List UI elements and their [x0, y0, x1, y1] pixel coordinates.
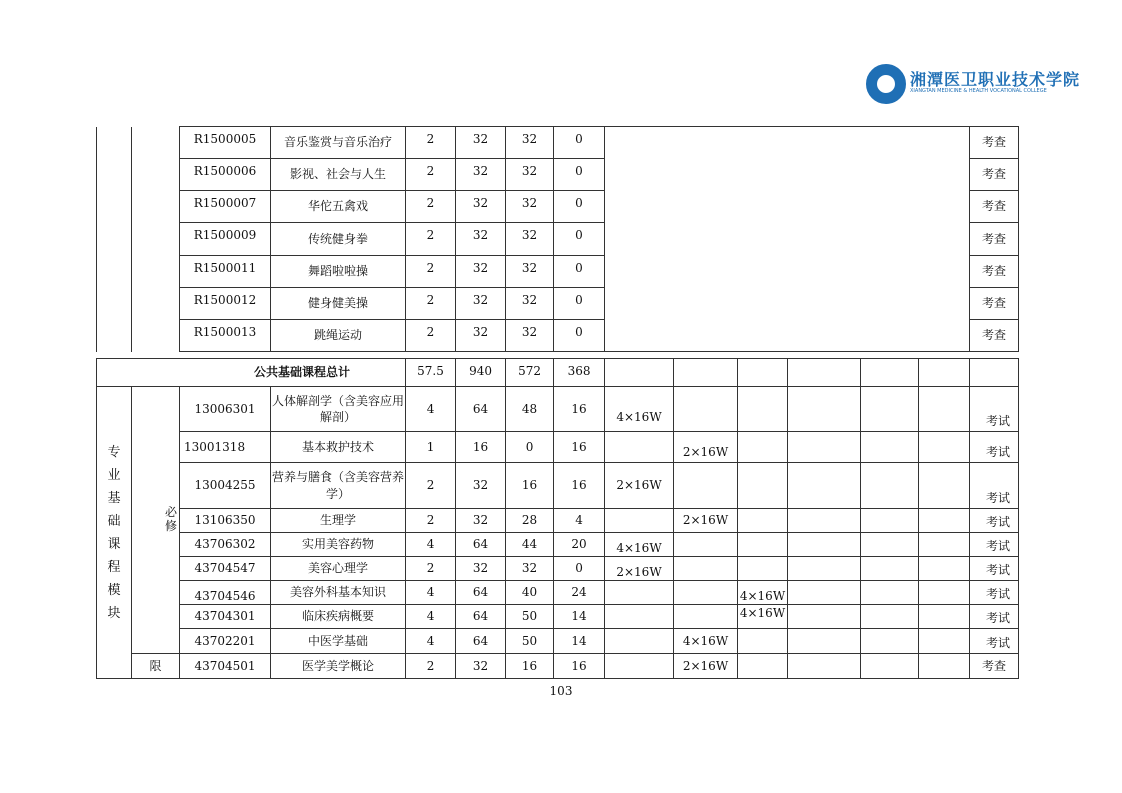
course-name: 人体解剖学（含美容应用解剖） — [271, 387, 406, 432]
semester-3 — [738, 654, 788, 679]
table-row — [97, 509, 1019, 533]
course-name: 音乐鉴赏与音乐治疗 — [271, 127, 406, 159]
exam-type: 考查 — [970, 223, 1019, 256]
course-hours: 32 — [456, 654, 506, 679]
semester-2 — [674, 463, 738, 509]
course-code: 43704547 — [180, 557, 271, 581]
course-code: 13006301 — [180, 387, 271, 432]
course-practice-hours: 14 — [554, 605, 605, 629]
semester-1 — [605, 581, 674, 605]
module-label: 专业基础课程模块 — [107, 444, 121, 621]
total-hours: 940 — [456, 359, 506, 387]
semester-3: 4×16W — [738, 605, 788, 629]
course-credits: 2 — [406, 159, 456, 191]
college-logo — [866, 64, 1081, 104]
total-theory-hours: 572 — [506, 359, 554, 387]
course-theory-hours: 32 — [506, 288, 554, 320]
course-credits: 4 — [406, 581, 456, 605]
course-practice-hours: 0 — [554, 223, 605, 256]
course-theory-hours: 44 — [506, 533, 554, 557]
course-practice-hours: 0 — [554, 320, 605, 352]
course-name: 临床疾病概要 — [271, 605, 406, 629]
exam-type: 考查 — [970, 159, 1019, 191]
exam-type: 考试 — [970, 463, 1019, 509]
course-credits: 2 — [406, 288, 456, 320]
course-name: 中医学基础 — [271, 629, 406, 654]
semester-2 — [674, 533, 738, 557]
course-credits: 2 — [406, 463, 456, 509]
table-row — [97, 581, 1019, 605]
exam-type: 考试 — [970, 432, 1019, 463]
professional-course-table — [96, 358, 1019, 679]
course-practice-hours: 0 — [554, 256, 605, 288]
exam-type: 考查 — [970, 654, 1019, 679]
course-name: 健身健美操 — [271, 288, 406, 320]
module-label-cell — [97, 387, 132, 679]
semester-3 — [738, 432, 788, 463]
course-code: R1500007 — [180, 191, 271, 223]
semester-3 — [738, 557, 788, 581]
table-row — [97, 432, 1019, 463]
table-row — [97, 463, 1019, 509]
course-credits: 2 — [406, 654, 456, 679]
course-name: 华佗五禽戏 — [271, 191, 406, 223]
table-row — [97, 557, 1019, 581]
course-hours: 32 — [456, 223, 506, 256]
table-row — [97, 387, 1019, 432]
course-theory-hours: 50 — [506, 605, 554, 629]
course-theory-hours: 28 — [506, 509, 554, 533]
exam-type: 考试 — [970, 605, 1019, 629]
course-theory-hours: 16 — [506, 463, 554, 509]
course-name: 营养与膳食（含美容营养学） — [271, 463, 406, 509]
course-hours: 16 — [456, 432, 506, 463]
total-row — [97, 359, 1019, 387]
course-code: R1500011 — [180, 256, 271, 288]
category-cell — [132, 127, 180, 352]
course-name: 医学美学概论 — [271, 654, 406, 679]
semester-3 — [738, 629, 788, 654]
semester-2: 2×16W — [674, 432, 738, 463]
page-number: 103 — [549, 684, 573, 698]
semester-1 — [605, 509, 674, 533]
course-hours: 32 — [456, 557, 506, 581]
course-practice-hours: 0 — [554, 557, 605, 581]
course-theory-hours: 32 — [506, 320, 554, 352]
course-practice-hours: 14 — [554, 629, 605, 654]
course-practice-hours: 20 — [554, 533, 605, 557]
course-code: R1500009 — [180, 223, 271, 256]
course-name: 基本救护技术 — [271, 432, 406, 463]
course-code: 13004255 — [180, 463, 271, 509]
course-code: 43704501 — [180, 654, 271, 679]
course-credits: 4 — [406, 605, 456, 629]
course-hours: 64 — [456, 605, 506, 629]
semester-3 — [738, 533, 788, 557]
course-hours: 32 — [456, 191, 506, 223]
semester-1 — [605, 605, 674, 629]
exam-type: 考查 — [970, 256, 1019, 288]
course-code: 43702201 — [180, 629, 271, 654]
course-credits: 2 — [406, 127, 456, 159]
exam-type: 考试 — [970, 557, 1019, 581]
course-name: 美容外科基本知识 — [271, 581, 406, 605]
semester-schedule-merged-cell — [605, 127, 970, 352]
course-hours: 64 — [456, 581, 506, 605]
exam-type: 考查 — [970, 320, 1019, 352]
semester-3 — [738, 463, 788, 509]
course-theory-hours: 16 — [506, 654, 554, 679]
course-credits: 1 — [406, 432, 456, 463]
course-credits: 4 — [406, 533, 456, 557]
semester-2 — [674, 387, 738, 432]
course-practice-hours: 16 — [554, 463, 605, 509]
exam-type: 考试 — [970, 629, 1019, 654]
course-name: 实用美容药物 — [271, 533, 406, 557]
total-label: 公共基础课程总计 — [97, 359, 406, 387]
semester-1: 4×16W — [605, 533, 674, 557]
elective-course-table — [96, 126, 1019, 352]
course-practice-hours: 0 — [554, 191, 605, 223]
course-practice-hours: 16 — [554, 654, 605, 679]
semester-1 — [605, 629, 674, 654]
course-name: 生理学 — [271, 509, 406, 533]
course-hours: 64 — [456, 387, 506, 432]
course-hours: 64 — [456, 533, 506, 557]
course-theory-hours: 32 — [506, 256, 554, 288]
semester-3: 4×16W — [738, 581, 788, 605]
exam-type: 考试 — [970, 509, 1019, 533]
course-code: R1500013 — [180, 320, 271, 352]
course-practice-hours: 0 — [554, 127, 605, 159]
course-code: 13001318 — [180, 432, 271, 463]
semester-2: 4×16W — [674, 629, 738, 654]
table-row — [97, 127, 1019, 159]
semester-1: 2×16W — [605, 463, 674, 509]
exam-type: 考查 — [970, 288, 1019, 320]
course-credits: 2 — [406, 509, 456, 533]
college-seal-icon — [866, 64, 906, 104]
course-practice-hours: 0 — [554, 159, 605, 191]
semester-2 — [674, 557, 738, 581]
exam-type: 考试 — [970, 581, 1019, 605]
limited-label: 限 — [149, 658, 162, 673]
course-credits: 2 — [406, 256, 456, 288]
course-credits: 2 — [406, 223, 456, 256]
course-credits: 2 — [406, 557, 456, 581]
course-credits: 4 — [406, 387, 456, 432]
course-theory-hours: 40 — [506, 581, 554, 605]
course-name: 传统健身拳 — [271, 223, 406, 256]
course-name: 跳绳运动 — [271, 320, 406, 352]
exam-type: 考查 — [970, 191, 1019, 223]
semester-2: 2×16W — [674, 509, 738, 533]
course-hours: 32 — [456, 509, 506, 533]
course-credits: 2 — [406, 191, 456, 223]
exam-type: 考试 — [970, 387, 1019, 432]
required-label: 必修 — [165, 505, 178, 534]
course-practice-hours: 16 — [554, 432, 605, 463]
course-code: R1500006 — [180, 159, 271, 191]
course-hours: 64 — [456, 629, 506, 654]
course-theory-hours: 0 — [506, 432, 554, 463]
course-code: 43704546 — [180, 581, 271, 605]
course-theory-hours: 32 — [506, 223, 554, 256]
course-theory-hours: 48 — [506, 387, 554, 432]
course-name: 舞蹈啦啦操 — [271, 256, 406, 288]
course-hours: 32 — [456, 320, 506, 352]
required-label-cell — [132, 387, 180, 654]
college-name-en: XIANGTAN MEDICINE & HEALTH VOCATIONAL COLLEGE — [910, 88, 1047, 94]
module-cell — [97, 127, 132, 352]
table-row — [97, 654, 1019, 679]
course-hours: 32 — [456, 159, 506, 191]
exam-type: 考查 — [970, 127, 1019, 159]
course-hours: 32 — [456, 127, 506, 159]
course-code: 43706302 — [180, 533, 271, 557]
course-hours: 32 — [456, 288, 506, 320]
table-row — [97, 605, 1019, 629]
course-credits: 4 — [406, 629, 456, 654]
course-theory-hours: 32 — [506, 159, 554, 191]
course-theory-hours: 32 — [506, 127, 554, 159]
semester-1: 4×16W — [605, 387, 674, 432]
course-hours: 32 — [456, 463, 506, 509]
total-credits: 57.5 — [406, 359, 456, 387]
course-theory-hours: 32 — [506, 557, 554, 581]
semester-2 — [674, 605, 738, 629]
table-row — [97, 533, 1019, 557]
course-theory-hours: 50 — [506, 629, 554, 654]
course-code: R1500012 — [180, 288, 271, 320]
semester-1 — [605, 432, 674, 463]
course-credits: 2 — [406, 320, 456, 352]
semester-1: 2×16W — [605, 557, 674, 581]
college-name-cn: 湘潭医卫职业技术学院 — [910, 70, 1081, 89]
course-hours: 32 — [456, 256, 506, 288]
course-practice-hours: 16 — [554, 387, 605, 432]
course-name: 影视、社会与人生 — [271, 159, 406, 191]
semester-2 — [674, 581, 738, 605]
course-code: 13106350 — [180, 509, 271, 533]
semester-3 — [738, 387, 788, 432]
semester-3 — [738, 509, 788, 533]
semester-2: 2×16W — [674, 654, 738, 679]
table-row — [97, 629, 1019, 654]
exam-type: 考试 — [970, 533, 1019, 557]
total-practice-hours: 368 — [554, 359, 605, 387]
course-theory-hours: 32 — [506, 191, 554, 223]
course-practice-hours: 24 — [554, 581, 605, 605]
course-code: R1500005 — [180, 127, 271, 159]
course-practice-hours: 4 — [554, 509, 605, 533]
course-name: 美容心理学 — [271, 557, 406, 581]
semester-1 — [605, 654, 674, 679]
limited-label-cell — [132, 654, 180, 679]
course-practice-hours: 0 — [554, 288, 605, 320]
course-code: 43704301 — [180, 605, 271, 629]
